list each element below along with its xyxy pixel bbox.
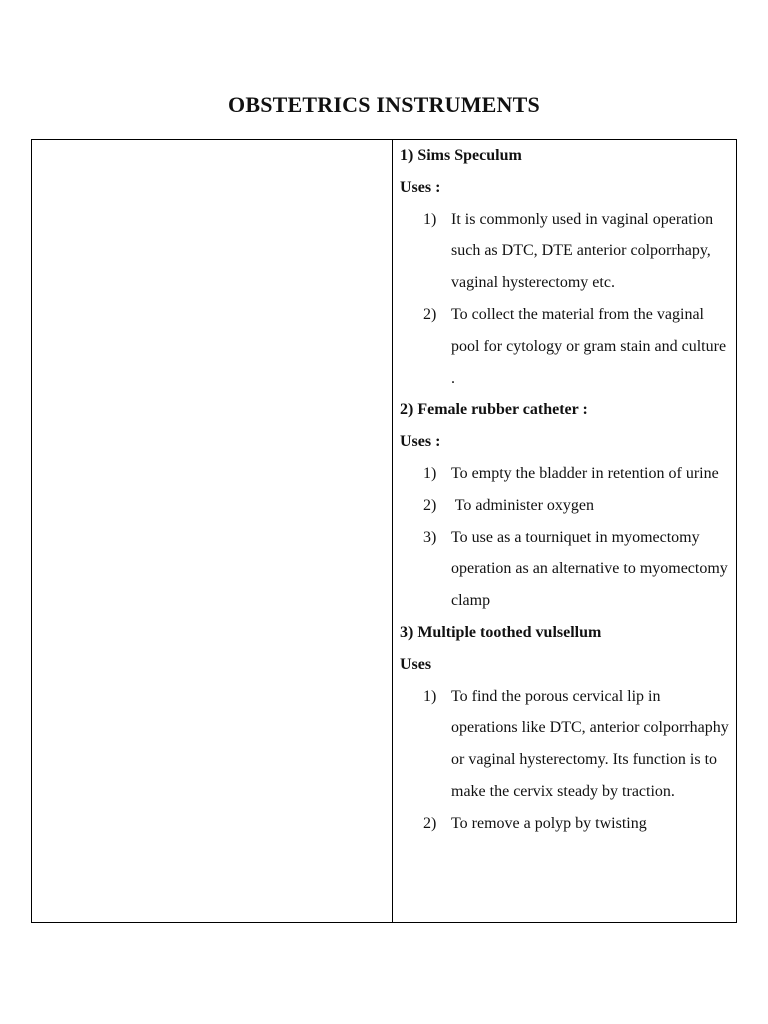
section-heading: 2) Female rubber catheter : xyxy=(400,401,588,419)
section-multiple-toothed-vulsellum xyxy=(400,617,736,840)
instrument-table xyxy=(31,139,737,923)
item-text: It is commonly used in vaginal operation such as DTC, DTE anterior colporrhapy, vaginal hysterectomy etc. xyxy=(451,210,714,292)
list-item xyxy=(400,522,736,617)
section-sims-speculum xyxy=(400,140,736,394)
list-item xyxy=(400,299,736,394)
item-number: 2) xyxy=(423,814,437,832)
item-text: To use as a tourniquet in myomectomy operation as an alternative to myomectomy clamp xyxy=(451,528,728,610)
item-text: To empty the bladder in retention of urine xyxy=(451,464,719,482)
item-number: 1) xyxy=(423,210,437,228)
page-title: OBSTETRICS INSTRUMENTS xyxy=(228,92,540,117)
list-item xyxy=(400,681,736,808)
item-number: 1) xyxy=(423,464,437,482)
item-text: To collect the material from the vaginal pool for cytology or gram stain and culture . xyxy=(451,305,727,387)
item-text: To remove a polyp by twisting xyxy=(451,814,647,832)
list-item xyxy=(400,490,736,522)
item-number: 2) xyxy=(423,305,437,323)
item-text: To find the porous cervical lip in operations like DTC, anterior colporrhaphy or vaginal hysterectomy. Its function is to make the cervix steady by traction. xyxy=(451,687,729,800)
item-number: 2) xyxy=(423,496,437,514)
section-female-rubber-catheter xyxy=(400,394,736,617)
uses-label: Uses xyxy=(400,655,432,673)
uses-cell xyxy=(393,140,736,922)
uses-label: Uses : xyxy=(400,433,441,451)
image-cell xyxy=(32,140,393,922)
section-heading: 3) Multiple toothed vulsellum xyxy=(400,623,602,641)
list-item xyxy=(400,808,736,840)
list-item xyxy=(400,204,736,299)
item-number: 1) xyxy=(423,687,437,705)
section-heading: 1) Sims Speculum xyxy=(400,147,522,164)
item-number: 3) xyxy=(423,528,437,546)
item-text: To administer oxygen xyxy=(451,496,595,514)
list-item xyxy=(400,458,736,490)
uses-label: Uses : xyxy=(400,178,441,196)
